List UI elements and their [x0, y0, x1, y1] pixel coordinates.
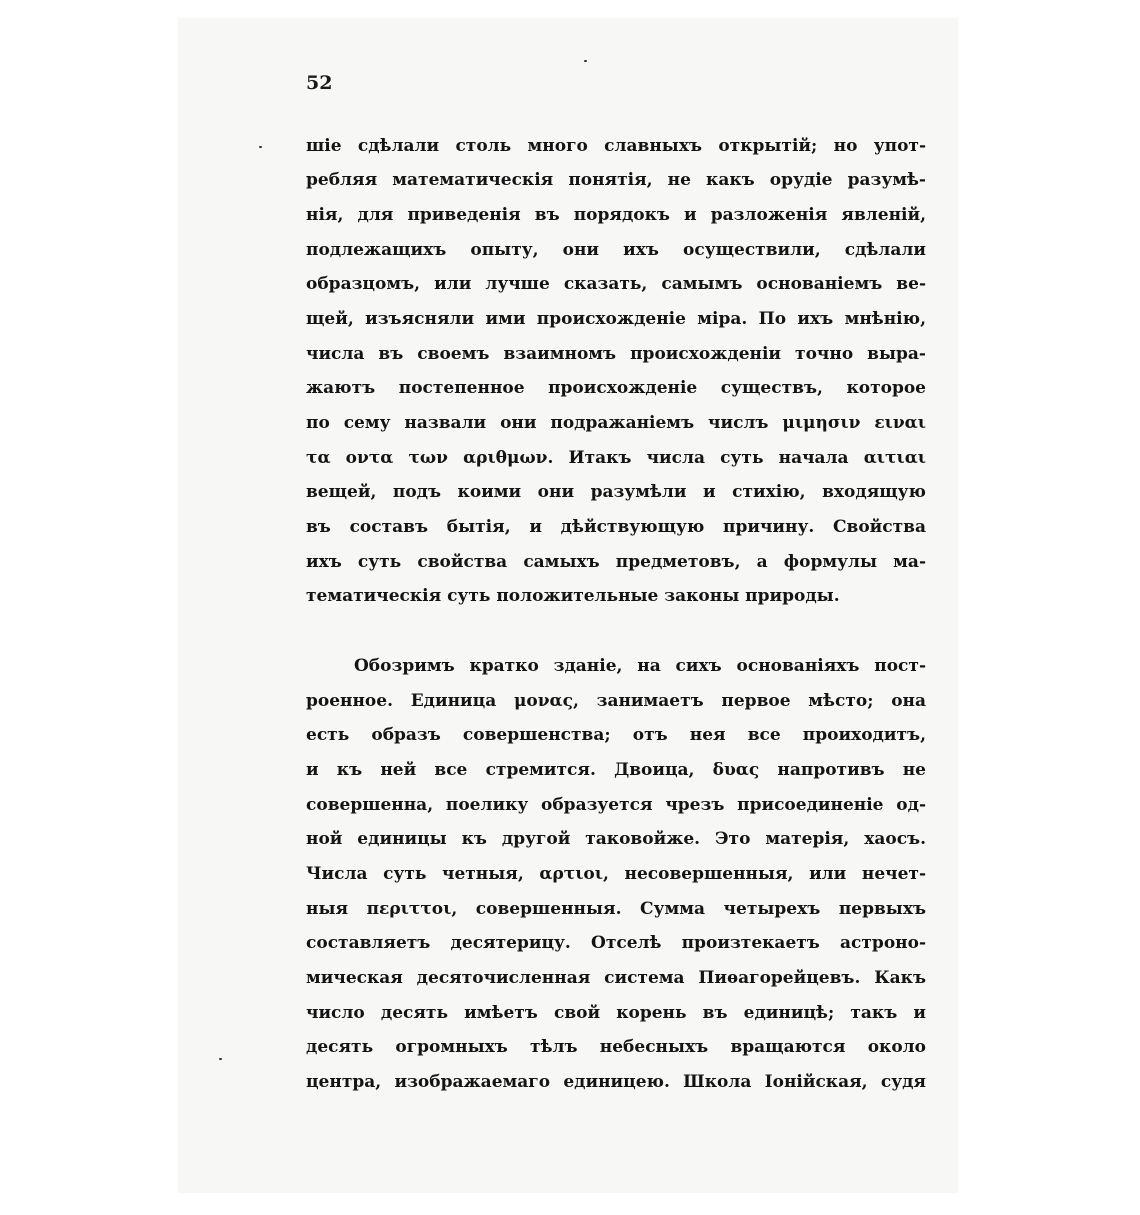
scan-speck — [259, 146, 262, 148]
text-line: щей, изъясняли ими происхожденіе міра. По ихъ мнѣнію, — [306, 309, 926, 329]
text-line: ребляя математическія понятія, не какъ орудіе разумѣ- — [306, 170, 926, 190]
text-line: числа въ своемъ взаимномъ происхожденіи точно выра- — [306, 344, 926, 364]
text-line: ихъ суть свойства самыхъ предметовъ, а формулы ма- — [306, 552, 926, 572]
text-line: образцомъ, или лучше сказать, самымъ основаніемъ ве- — [306, 274, 926, 294]
text-line: тематическія суть положительные законы природы. — [306, 586, 840, 606]
text-line: вещей, подъ коими они разумѣли и стихію, входящую — [306, 482, 926, 502]
text-line: роенное. Единица μονας, занимаетъ первое мѣсто; она — [306, 691, 926, 711]
text-line: число десять имѣетъ свой корень въ единицѣ; такъ и — [306, 1003, 926, 1023]
text-line: Обозримъ кратко зданіе, на сихъ основаніяхъ пост- — [354, 656, 926, 676]
text-line: и къ ней все стремится. Двоица, δυας напротивъ не — [306, 760, 926, 780]
text-line: въ составъ бытія, и дѣйствующую причину. Свойства — [306, 517, 926, 537]
text-line: ныя περιττοι, совершенныя. Сумма четырехъ первыхъ — [306, 899, 926, 919]
text-line: составляетъ десятерицу. Отселѣ произтекаетъ астроно- — [306, 933, 926, 953]
text-line: шіе сдѣлали столь много славныхъ открытій; но упот- — [306, 136, 926, 156]
text-line: совершенна, поелику образуется чрезъ присоединеніе од- — [306, 795, 926, 815]
scan-speck — [219, 1058, 222, 1060]
text-line: по сему назвали они подражаніемъ числъ μιμησιν ειναι — [306, 413, 926, 433]
text-line: подлежащихъ опыту, они ихъ осуществили, сдѣлали — [306, 240, 926, 260]
text-line: центра, изображаемаго единицею. Школа Іонійская, судя — [306, 1072, 926, 1092]
text-line: Числа суть четныя, αρτιοι, несовершенныя, или нечет- — [306, 864, 926, 884]
text-line: τα οντα των αριθμων. Итакъ числа суть начала αιτιαι — [306, 448, 926, 468]
text-line: десять огромныхъ тѣлъ небесныхъ вращаются около — [306, 1037, 926, 1057]
text-line: мическая десяточисленная система Пиѳагорейцевъ. Какъ — [306, 968, 926, 988]
text-line: ной единицы къ другой таковойже. Это матерія, хаосъ. — [306, 829, 926, 849]
text-line: жаютъ постепенное происхожденіе существъ, которое — [306, 378, 926, 398]
page-number: 52 — [306, 72, 333, 94]
text-line: есть образъ совершенства; отъ нея все проиходитъ, — [306, 725, 926, 745]
scan-speck — [584, 60, 587, 62]
text-line: нія, для приведенія въ порядокъ и разложенія явленій, — [306, 205, 926, 225]
